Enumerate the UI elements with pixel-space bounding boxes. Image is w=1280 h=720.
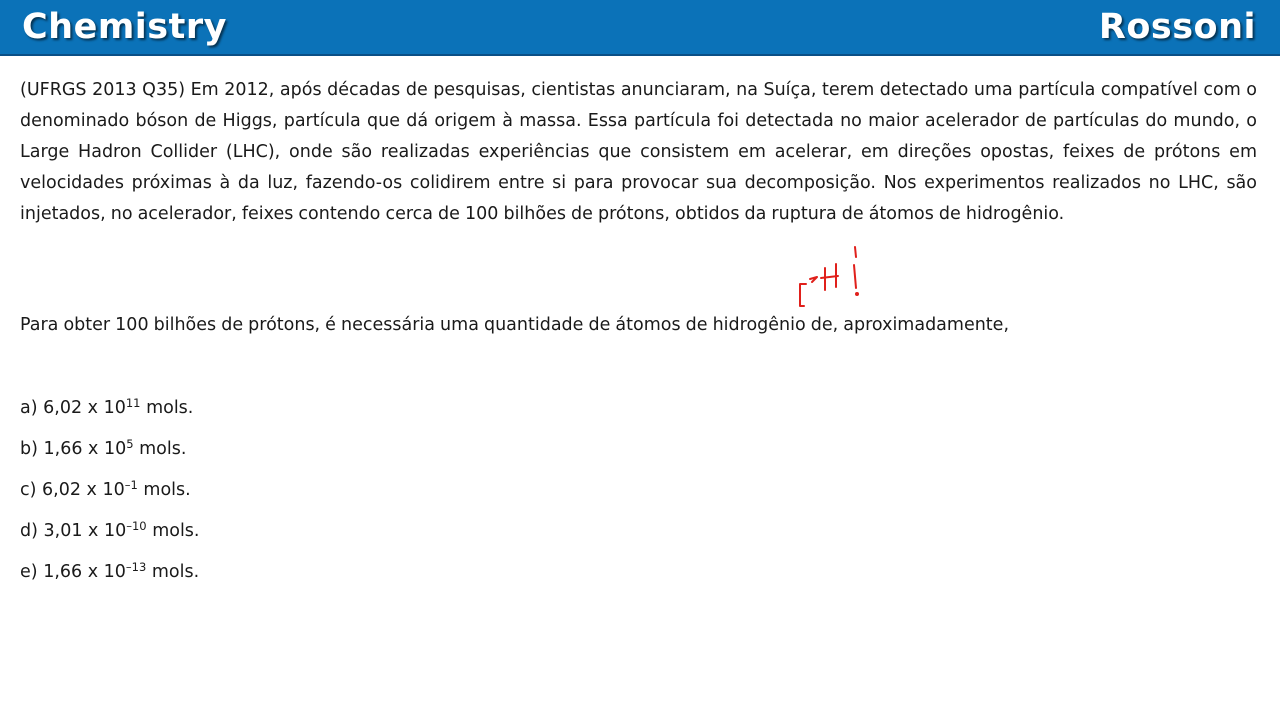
option-c[interactable] bbox=[20, 475, 199, 516]
author-title: Rossoni bbox=[1098, 7, 1256, 47]
option-unit: mols. bbox=[133, 439, 187, 459]
option-mantissa: 6,02 x 10 bbox=[42, 480, 125, 500]
option-mantissa: 3,01 x 10 bbox=[43, 521, 127, 541]
option-letter: c) bbox=[20, 480, 37, 500]
subject-title: Chemistry bbox=[22, 7, 227, 47]
option-unit: mols. bbox=[137, 480, 191, 500]
option-letter: b) bbox=[20, 439, 38, 459]
problem-statement bbox=[20, 75, 1257, 230]
answer-options bbox=[20, 393, 199, 598]
option-exponent: 5 bbox=[126, 437, 134, 451]
header-bar bbox=[0, 0, 1280, 56]
option-mantissa: 1,66 x 10 bbox=[43, 439, 127, 459]
option-mantissa: 1,66 x 10 bbox=[43, 562, 126, 582]
handwritten-h-plus-icon bbox=[790, 240, 870, 310]
option-mantissa: 6,02 x 10 bbox=[43, 398, 126, 418]
option-a[interactable] bbox=[20, 393, 199, 434]
question-text: Para obter 100 bilhões de prótons, é necessária uma quantidade de átomos de hidrogênio de, aproximadamente, bbox=[20, 315, 1010, 335]
option-unit: mols. bbox=[140, 398, 194, 418]
option-d[interactable] bbox=[20, 516, 199, 557]
option-exponent: –1 bbox=[124, 478, 138, 492]
option-exponent: –13 bbox=[125, 560, 147, 574]
option-letter: d) bbox=[20, 521, 38, 541]
option-e[interactable] bbox=[20, 557, 199, 598]
option-exponent: –10 bbox=[126, 519, 147, 533]
option-unit: mols. bbox=[146, 521, 200, 541]
option-b[interactable] bbox=[20, 434, 199, 475]
option-unit: mols. bbox=[146, 562, 200, 582]
option-letter: e) bbox=[20, 562, 38, 582]
problem-text: (UFRGS 2013 Q35) Em 2012, após décadas de pesquisas, cientistas anunciaram, na Suíça, terem detectado uma partícula compatível com o denominado bóson de Higgs, partícula que dá origem à massa. Essa partícula foi detectada no maior acelerador de partículas do mundo, o Large Hadron Collider (LHC), onde são realizadas experiências que consistem em acelerar, em direções opostas, feixes de prótons em velocidades próximas à da luz, fazendo-os colidirem entre si para provocar sua decomposição. Nos experimentos realizados no LHC, são injetados, no acelerador, feixes contendo cerca de 100 bilhões de prótons, obtidos da ruptura de átomos de hidrogênio. bbox=[20, 80, 1257, 224]
option-letter: a) bbox=[20, 398, 38, 418]
option-exponent: 11 bbox=[125, 396, 141, 410]
